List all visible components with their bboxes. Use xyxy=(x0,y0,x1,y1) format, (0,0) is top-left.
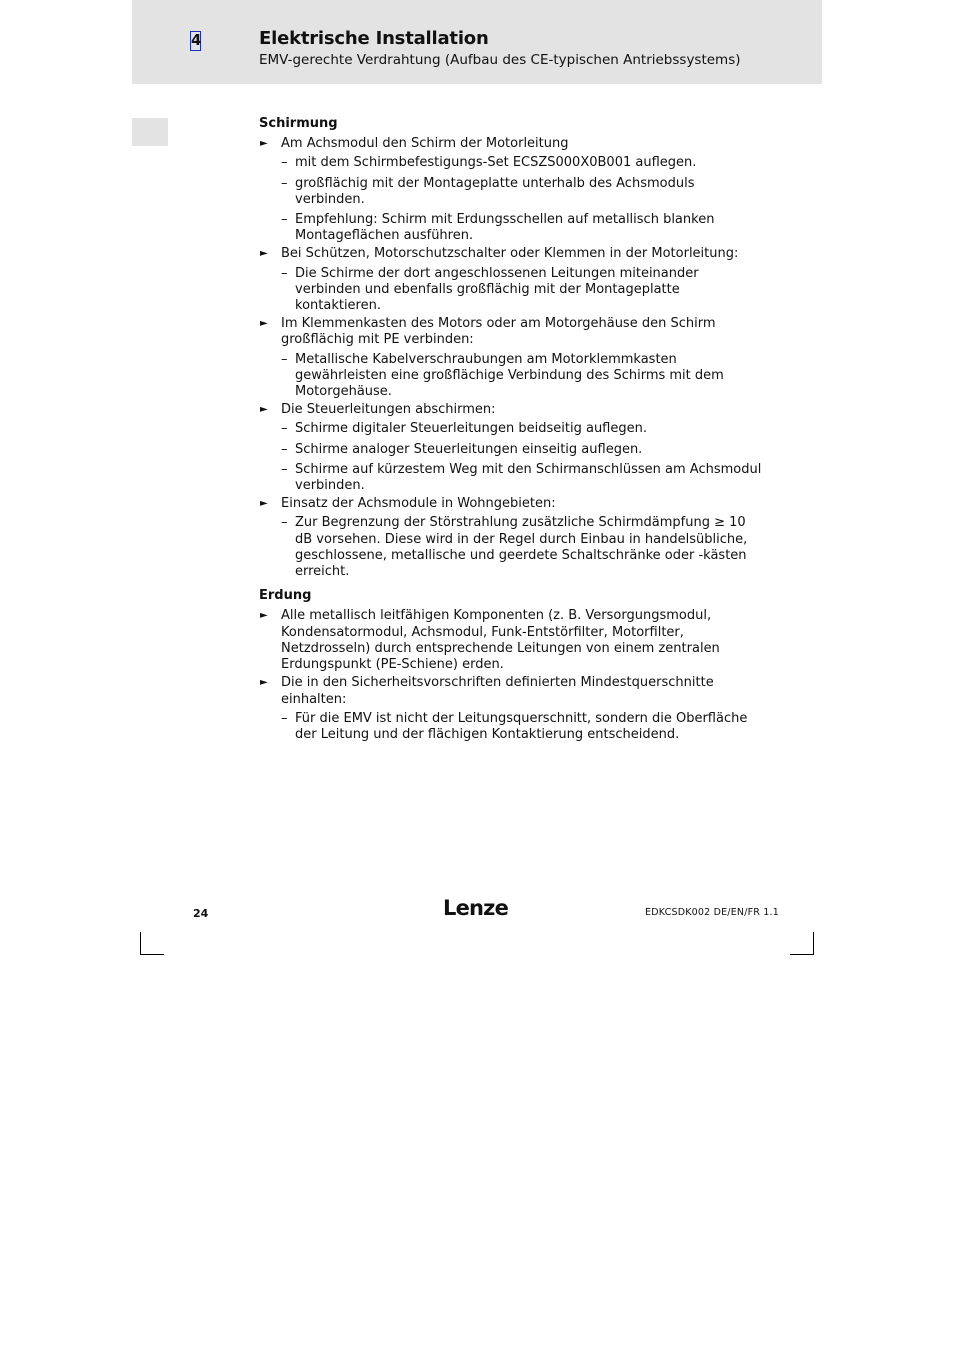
section-heading-erdung: Erdung xyxy=(259,588,312,604)
bullet-arrow-icon: ► xyxy=(260,677,268,689)
crop-mark-right xyxy=(813,932,814,954)
sub-list-item xyxy=(281,442,764,458)
crop-mark-left-horizontal xyxy=(140,954,164,955)
list-item-text: Einsatz der Achsmodule in Wohngebieten: xyxy=(281,496,556,512)
list-item-text: Im Klemmenkasten des Motors oder am Motorgehäuse den Schirm großflächig mit PE verbinden: xyxy=(281,316,716,348)
list-item-text: Die in den Sicherheitsvorschriften definierten Mindestquerschnitte einhalten: xyxy=(281,675,714,707)
schirmung-list xyxy=(259,136,764,580)
main-content xyxy=(259,116,764,745)
crop-mark-right-horizontal xyxy=(790,954,814,955)
sub-list xyxy=(281,711,764,743)
dash-icon: – xyxy=(281,461,288,477)
sub-list xyxy=(281,515,764,580)
bullet-arrow-icon: ► xyxy=(260,404,268,416)
sub-list-item xyxy=(281,462,764,494)
dash-icon: – xyxy=(281,710,288,726)
page-subtitle: EMV-gerechte Verdrahtung (Aufbau des CE-typischen Antriebssystems) xyxy=(259,52,741,68)
list-item xyxy=(259,608,764,673)
sub-list-item xyxy=(281,266,764,315)
bullet-arrow-icon: ► xyxy=(260,248,268,260)
sub-list-item-text: mit dem Schirmbefestigungs-Set ECSZS000X0B001 auflegen. xyxy=(295,155,697,171)
margin-tab xyxy=(132,118,168,146)
dash-icon: – xyxy=(281,515,288,531)
dash-icon: – xyxy=(281,175,288,191)
erdung-list xyxy=(259,608,764,743)
bullet-arrow-icon: ► xyxy=(260,498,268,510)
dash-icon: – xyxy=(281,441,288,457)
list-item-text: Bei Schützen, Motorschutzschalter oder Klemmen in der Motorleitung: xyxy=(281,246,739,262)
sub-list xyxy=(281,352,764,401)
list-item-text: Die Steuerleitungen abschirmen: xyxy=(281,402,496,418)
sub-list-item xyxy=(281,352,764,401)
list-item xyxy=(259,675,764,743)
chapter-number-box[interactable]: 4 xyxy=(191,31,202,49)
dash-icon: – xyxy=(281,265,288,281)
list-item-text: Alle metallisch leitfähigen Komponenten (z. B. Versorgungsmodul, Kondensatormodul, Achsmodul, Funk-Entstörfilter, Motorfilter, Netzdrosseln) durch entsprechende Leitungen von einem zentralen Erdungspunkt (PE-Schiene) erden. xyxy=(281,608,720,673)
sub-list-item-text: großflächig mit der Montageplatte unterhalb des Achsmoduls verbinden. xyxy=(295,175,695,207)
document-id: EDKCSDK002 DE/EN/FR 1.1 xyxy=(645,907,780,918)
list-item-text: Am Achsmodul den Schirm der Motorleitung xyxy=(281,136,569,152)
sub-list-item-text: Schirme auf kürzestem Weg mit den Schirmanschlüssen am Achsmodul verbinden. xyxy=(295,461,762,494)
sub-list-item-text: Empfehlung: Schirm mit Erdungsschellen auf metallisch blanken Montageflächen ausführen. xyxy=(295,212,715,244)
sub-list xyxy=(281,266,764,315)
dash-icon: – xyxy=(281,212,288,228)
sub-list-item xyxy=(281,515,764,580)
dash-icon: – xyxy=(281,155,288,171)
sub-list-item xyxy=(281,176,764,208)
sub-list-item xyxy=(281,711,764,743)
bullet-arrow-icon: ► xyxy=(260,318,268,330)
page-title: Elektrische Installation xyxy=(259,28,489,49)
sub-list-item-text: Schirme analoger Steuerleitungen einseitig auflegen. xyxy=(295,441,643,457)
section-heading-schirmung: Schirmung xyxy=(259,116,338,131)
lenze-logo: Lenze xyxy=(443,896,509,920)
sub-list-item-text: Zur Begrenzung der Störstrahlung zusätzliche Schirmdämpfung ≥ 10 dB vorsehen. Diese wird in der Regel durch Einbau in handelsübliche, geschlossene, metallische und geerdete Schaltschränke oder -kästen erreicht. xyxy=(295,515,748,580)
sub-list-item xyxy=(281,421,764,437)
crop-mark-left xyxy=(140,932,141,954)
list-item xyxy=(259,246,764,314)
sub-list-item-text: Die Schirme der dort angeschlossenen Leitungen miteinander verbinden und ebenfalls großflächig mit der Montageplatte kontaktieren. xyxy=(295,265,699,314)
sub-list-item-text: Metallische Kabelverschraubungen am Motorklemmkasten gewährleisten eine großflächige Verbindung des Schirms mit dem Motorgehäuse. xyxy=(295,351,724,400)
sub-list-item xyxy=(281,155,764,171)
sub-list-item-text: Für die EMV ist nicht der Leitungsquerschnitt, sondern die Oberfläche der Leitung und der flächigen Kontaktierung entscheidend. xyxy=(295,710,748,742)
list-item xyxy=(259,136,764,244)
sub-list xyxy=(281,155,764,244)
bullet-arrow-icon: ► xyxy=(260,138,268,150)
dash-icon: – xyxy=(281,351,288,367)
sub-list-item-text: Schirme digitaler Steuerleitungen beidseitig auflegen. xyxy=(295,421,647,437)
bullet-arrow-icon: ► xyxy=(260,610,268,622)
list-item xyxy=(259,496,764,580)
sub-list xyxy=(281,421,764,494)
list-item xyxy=(259,316,764,400)
sub-list-item xyxy=(281,212,764,244)
list-item xyxy=(259,402,764,494)
page-number: 24 xyxy=(193,907,209,920)
dash-icon: – xyxy=(281,421,288,437)
